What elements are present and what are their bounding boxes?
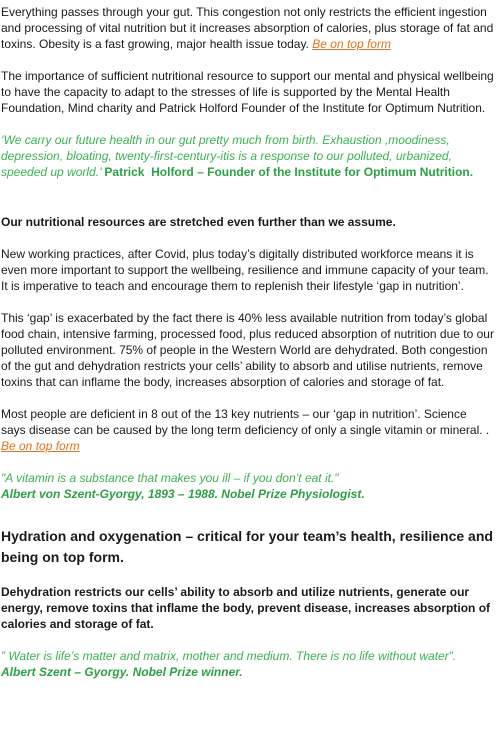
paragraph-nutrient-deficiency (1, 406, 494, 454)
quote-holford-author-rest: Holford – Founder of the Institute for Optimum Nutrition. (151, 165, 474, 179)
paragraph-new-working-practices: New working practices, after Covid, plus today’s digitally distributed workforce means it is even more important to support the wellbeing, resilience and immune capacity of your team. It is imperative to teach and encourage them to replenish their lifestyle ‘gap in nutrition’. (1, 247, 489, 293)
quote-holford (1, 132, 494, 180)
paragraph-gut-congestion (1, 4, 494, 52)
heading-dehydration-restricts: Dehydration restricts our cells’ ability to absorb and utilize nutrients, generate our energy, remove toxins that inflame the body, prevent disease, increases absorption of calories and storage of fat. (1, 585, 491, 631)
paragraph-gut-congestion-text: Everything passes through your gut. This congestion not only restricts the efficient ingestion and processing of vital nutrition but it increases absorption of calories, plus storage of fat and toxins. Obesity is a fast growing, major health issue today. (1, 5, 494, 51)
quote-holford-text: ‘We carry our future health in our gut pretty much from birth. Exhaustion ,moodiness, depression, bloating, twenty-first-century-itis is a response to our polluted, urbanized, speeded up world.’ (1, 133, 452, 179)
quote-water: ” Water is life’s matter and matrix, mother and medium. There is no life without water”. (1, 649, 457, 663)
quote-vitamin: "A vitamin is a substance that makes you ill – if you don’t eat it." (1, 471, 339, 485)
heading-nutritional-resources-stretched: Our nutritional resources are stretched even further than we assume. (1, 215, 396, 229)
quote-water-author: Albert Szent – Gyorgy. Nobel Prize winner. (1, 665, 243, 679)
quote-vitamin-author: Albert von Szent-Gyorgy, 1893 – 1988. Nobel Prize Physiologist. (1, 487, 365, 501)
be-on-top-form-link[interactable]: Be on top form (312, 37, 391, 51)
paragraph-nutrition-gap: This ‘gap’ is exacerbated by the fact there is 40% less available nutrition from today’s global food chain, intensive farming, processed food, plus reduced absorption of nutrition due to our polluted environment. 75% of people in the Western World are dehydrated. Both congestion of the gut and dehydration restricts your cells’ ability to absorb and utilise nutrients, remove toxins that can inflame the body, increases absorption of calories and storage of fat. (1, 311, 494, 389)
paragraph-nutrient-deficiency-text: Most people are deficient in 8 out of the 13 key nutrients – our ‘gap in nutrition’. Science says disease can be caused by the long term deficiency of only a single vitamin or mineral. . (1, 407, 490, 437)
heading-hydration-oxygenation: Hydration and oxygenation – critical for your team’s health, resilience and being on top form. (1, 528, 493, 565)
be-on-top-form-link-2[interactable]: Be on top form (1, 439, 80, 453)
paragraph-nutritional-resource: The importance of sufficient nutritional resource to support our mental and physical wellbeing to have the capacity to adapt to the stresses of life is supported by the Mental Health Foundation, Mind charity and Patrick Holford Founder of the Institute for Optimum Nutrition. (1, 69, 494, 115)
quote-holford-author-first: Patrick (104, 165, 145, 179)
